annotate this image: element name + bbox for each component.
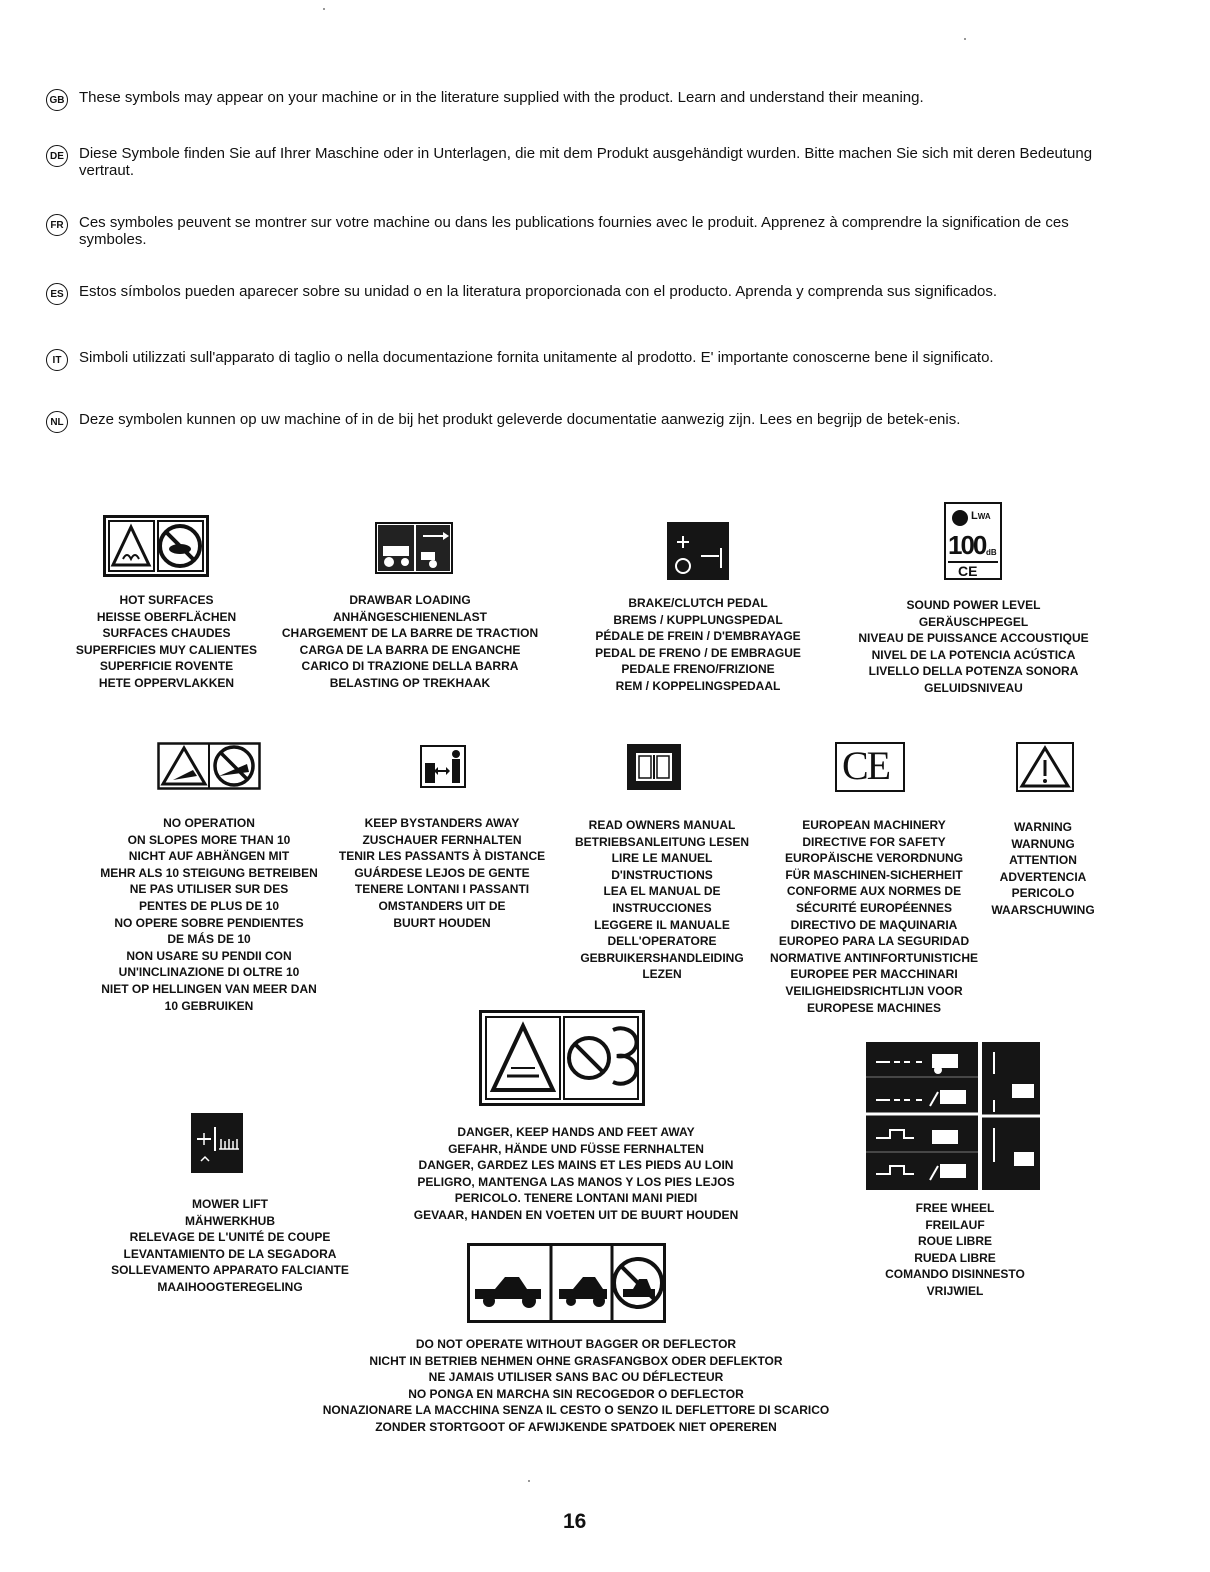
lang-badge-fr: FR (46, 214, 68, 236)
keep-bystanders-away-icon (420, 745, 466, 788)
intro-nl (46, 411, 1126, 428)
danger-hands-feet-icon (479, 1010, 645, 1106)
ce-mark-text: CE (842, 743, 890, 788)
lang-badge-es: ES (46, 283, 68, 305)
ce-mark-icon (835, 742, 905, 792)
mower-lift-icon (191, 1113, 243, 1173)
warning-caption: WARNING WARNUNG ATTENTION ADVERTENCIA PERICOLO WAARSCHUWING (991, 820, 1095, 917)
lang-badge-it: IT (46, 349, 68, 371)
read-manual-icon (627, 744, 681, 790)
drawbar-loading-caption: DRAWBAR LOADING ANHÄNGESCHIENENLAST CHARGEMENT DE LA BARRE DE TRACTION CARGA DE LA BARRA DE ENGANCHE CARICO DI TRAZIONE DELLA BARRA BELASTING OP TREKHAAK (281, 593, 539, 690)
intro-text-fr: Ces symboles peuvent se montrer sur votre machine ou dans les publications fournies avec le produit. Apprenez à comprendre la signification de ces symboles. (79, 214, 1069, 248)
intro-it (46, 349, 1126, 366)
danger-hands-caption: DANGER, KEEP HANDS AND FEET AWAY GEFAHR, HÄNDE UND FÜSSE FERNHALTEN DANGER, GARDEZ LES MAINS ET LES PIEDS AU LOIN PELIGRO, MANTENGA LAS MANOS Y LOS PIES LEJOS PERICOLO. TENERE LONTANI MANI PIEDI GEVAAR, HANDEN EN VOETEN UIT DE BUURT HOUDEN (413, 1125, 739, 1222)
free-wheel-icon (866, 1042, 1040, 1190)
no-operation-caption: NO OPERATION ON SLOPES MORE THAN 10 NICHT AUF ABHÄNGEN MIT MEHR ALS 10 STEIGUNG BETREIBEN NE PAS UTILISER SUR DES PENTES DE PLUS DE 10 NO OPERE SOBRE PENDIENTES DE MÁS DE 10 NON USARE SU PENDII CON UN'INCLINAZIONE DI OLTRE 10 NIET OP HELLINGEN VAN MEER DAN 10 GEBRUIKEN (100, 816, 318, 1013)
sound-level-value: 100 (948, 530, 986, 560)
intro-de (46, 145, 1126, 179)
drawbar-loading-icon (375, 522, 453, 574)
no-operation-slope-icon (157, 742, 261, 790)
sound-level-unit: dB (986, 548, 997, 557)
intro-es (46, 283, 1126, 300)
speck (964, 38, 966, 40)
sound-power-level-icon (944, 502, 1002, 580)
intro-text-de: Diese Symbole finden Sie auf Ihrer Maschine oder in Unterlagen, die mit dem Produkt ausgehändigt wurden. Bitte machen Sie sich mit deren Bedeutung vertraut. (79, 145, 1093, 179)
bagger-caption: DO NOT OPERATE WITHOUT BAGGER OR DEFLECTOR NICHT IN BETRIEB NEHMEN OHNE GRASFANGBOX ODER DEFLEKTOR NE JAMAIS UTILISER SANS BAC OU DÉFLECTEUR NO PONGA EN MARCHA SIN RECOGEDOR O DEFLECTOR NONAZIONARE LA MACCHINA SENZA IL CESTO O SENZO IL DEFLETTORE DI SCARICO ZONDER STORTGOOT OF AFWIJKENDE SPATDOEK NIET OPEREREN (322, 1337, 830, 1434)
sound-power-caption: SOUND POWER LEVEL GERÄUSCHPEGEL NIVEAU DE PUISSANCE ACCOUSTIQUE NIVEL DE LA POTENCIA ACÚSTICA LIVELLO DELLA POTENZA SONORA GELUIDSNIVEAU (858, 598, 1089, 695)
mower-lift-caption: MOWER LIFT MÄHWERKHUB RELEVAGE DE L'UNITÉ DE COUPE LEVANTAMIENTO DE LA SEGADORA SOLLEVAMENTO APPARATO FALCIANTE MAAIHOOGTEREGELING (111, 1197, 349, 1294)
hot-surfaces-caption: HOT SURFACES HEISSE OBERFLÄCHEN SURFACES CHAUDES SUPERFICIES MUY CALIENTES SUPERFICIE ROVENTE HETE OPPERVLAKKEN (75, 593, 258, 690)
intro-fr (46, 214, 1126, 248)
lwa-label: LWA (971, 510, 991, 522)
brake-clutch-caption: BRAKE/CLUTCH PEDAL BREMS / KUPPLUNGSPEDAL PÉDALE DE FREIN / D'EMBRAYAGE PEDAL DE FRENO / DE EMBRAGUE PEDALE FRENO/FRIZIONE REM / KOPPELINGSPEDAAL (595, 596, 801, 693)
warning-triangle-icon (1016, 742, 1074, 792)
speck (323, 8, 325, 10)
lang-badge-de: DE (46, 145, 68, 167)
bagger-deflector-icon (467, 1243, 666, 1323)
lang-badge-nl: NL (46, 411, 68, 433)
lang-badge-gb: GB (46, 89, 68, 111)
intro-text-es: Estos símbolos pueden aparecer sobre su unidad o en la literatura proporcionada con el producto. Aprenda y comprenda sus significados. (79, 283, 998, 300)
intro-gb (46, 89, 1126, 106)
page-number: 16 (563, 1510, 587, 1533)
intro-text-it: Simboli utilizzati sull'apparato di taglio o nella documentazione fornita unitamente al prodotto. E' importante conoscerne bene il significato. (79, 349, 994, 366)
hot-surfaces-icon (103, 515, 209, 577)
bystanders-caption: KEEP BYSTANDERS AWAY ZUSCHAUER FERNHALTEN TENIR LES PASSANTS À DISTANCE GUÁRDESE LEJOS DE GENTE TENERE LONTANI I PASSANTI OMSTANDERS UIT DE BUURT HOUDEN (338, 816, 546, 930)
brake-clutch-pedal-icon (667, 522, 729, 580)
intro-text-gb: These symbols may appear on your machine or in the literature supplied with the product. Learn and understand their meaning. (79, 89, 924, 106)
speck (528, 1480, 530, 1482)
ce-small: CE (958, 563, 978, 579)
free-wheel-caption: FREE WHEEL FREILAUF ROUE LIBRE RUEDA LIBRE COMANDO DISINNESTO VRIJWIEL (885, 1201, 1025, 1298)
european-caption: EUROPEAN MACHINERY DIRECTIVE FOR SAFETY EUROPÄISCHE VERORDNUNG FÜR MASCHINEN-SICHERHEIT CONFORME AUX NORMES DE SÉCURITÉ EUROPÉENNES DIRECTIVO DE MAQUINARIA EUROPEO PARA LA SEGURIDAD NORMATIVE ANTINFORTUNISTICHE EUROPEE PER MACCHINARI VEILIGHEIDSRICHTLIJN VOOR EUROPESE MACHINES (770, 818, 978, 1015)
intro-text-nl: Deze symbolen kunnen op uw machine of in de bij het produkt geleverde documentatie aanwezig zijn. Lees en begrijp de betek-enis. (79, 411, 961, 428)
read-manual-caption: READ OWNERS MANUAL BETRIEBSANLEITUNG LESEN LIRE LE MANUEL D'INSTRUCTIONS LEA EL MANUAL DE INSTRUCCIONES LEGGERE IL MANUALE DELL'OPERATORE GEBRUIKERSHANDLEIDING LEZEN (574, 818, 749, 982)
